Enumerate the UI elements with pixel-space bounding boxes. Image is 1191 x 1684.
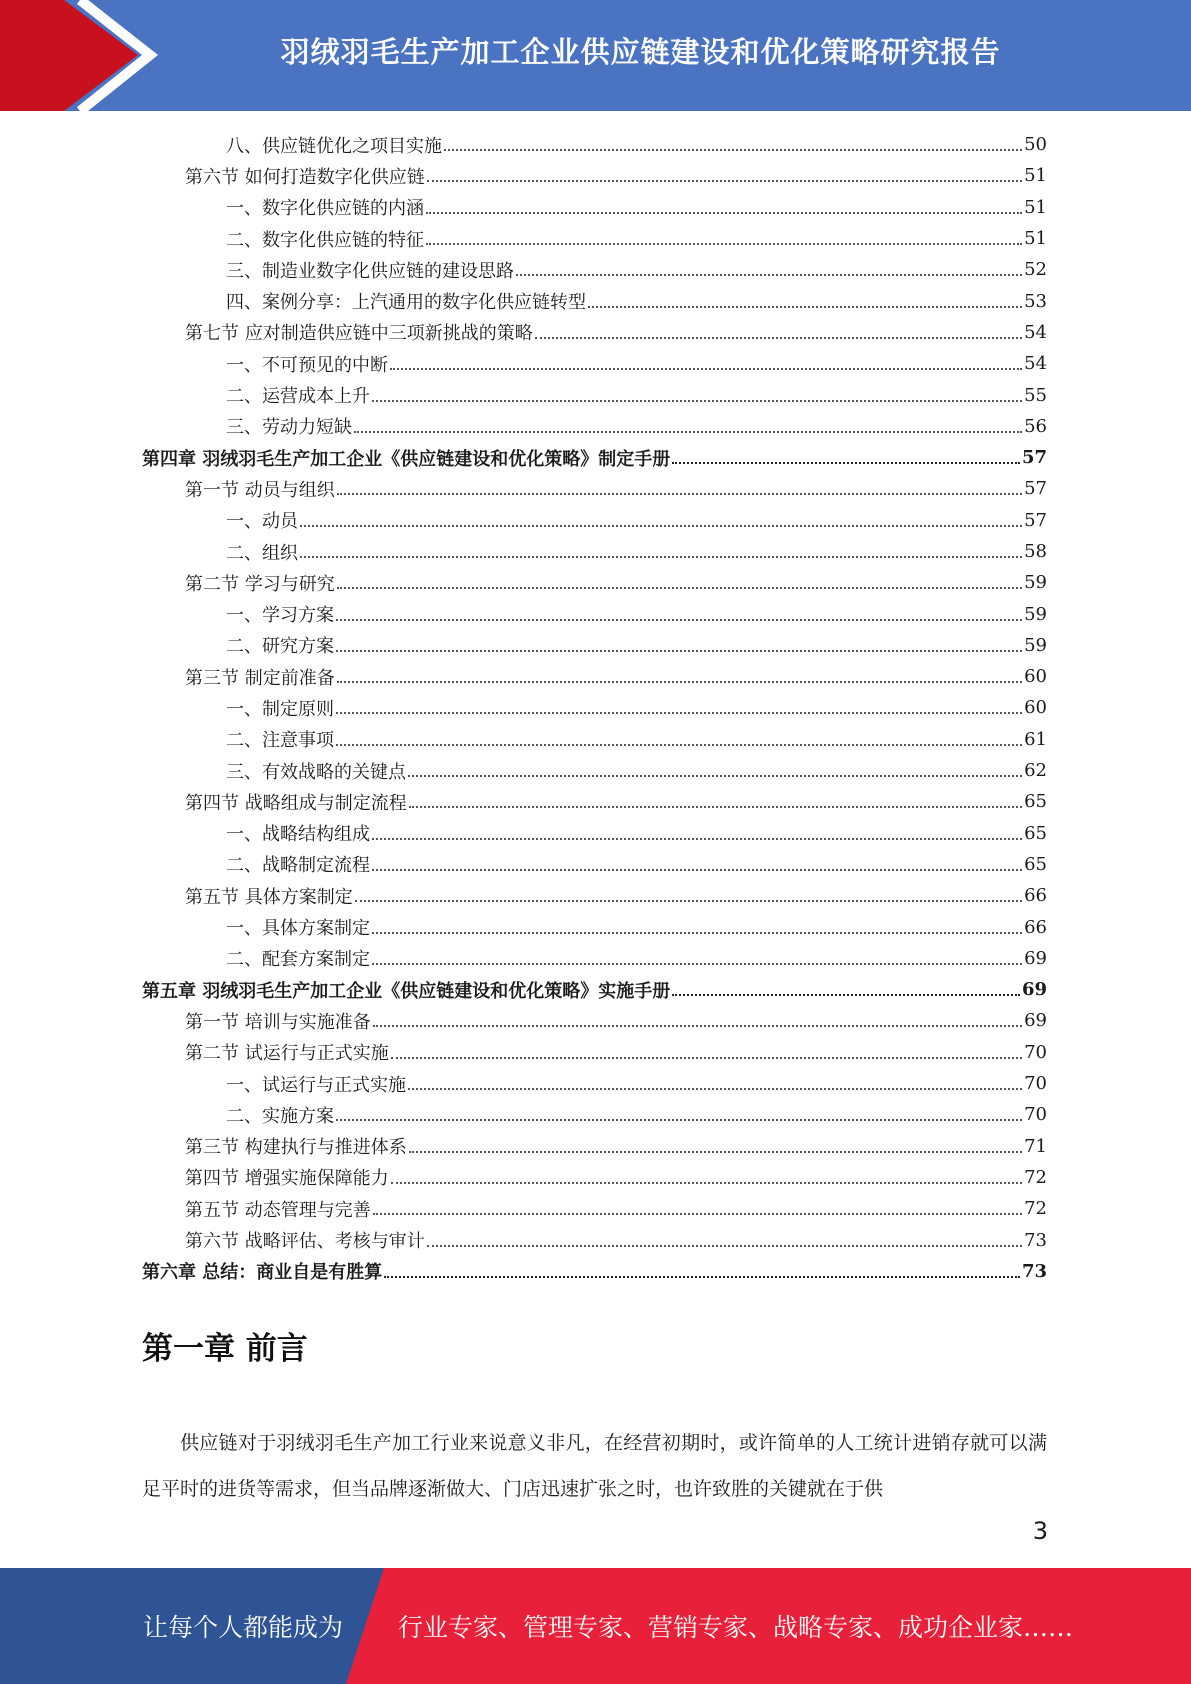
toc-entry-title: 第四节 战略组成与制定流程 [185, 792, 407, 814]
toc-entry[interactable] [142, 974, 1047, 1005]
toc-entry[interactable] [142, 786, 1047, 817]
toc-entry[interactable] [142, 911, 1047, 942]
toc-entry-page: 57 [1024, 478, 1047, 500]
toc-dot-leader [390, 367, 1022, 370]
toc-entry-page: 73 [1024, 1229, 1047, 1251]
toc-entry-page: 54 [1024, 353, 1047, 375]
toc-entry-page: 70 [1024, 1104, 1047, 1126]
toc-dot-leader [427, 179, 1022, 182]
chapter-heading: 第一章 前言 [142, 1331, 308, 1367]
toc-dot-leader [337, 492, 1022, 495]
toc-entry-title: 二、运营成本上升 [226, 386, 370, 408]
toc-entry[interactable] [142, 160, 1047, 191]
toc-entry-page: 69 [1021, 979, 1047, 1001]
toc-entry[interactable] [142, 1099, 1047, 1130]
toc-dot-leader [588, 305, 1022, 308]
toc-entry[interactable] [142, 1193, 1047, 1224]
toc-entry[interactable] [142, 724, 1047, 755]
toc-entry[interactable] [142, 411, 1047, 442]
toc-entry-page: 61 [1024, 728, 1047, 750]
toc-entry-page: 50 [1024, 134, 1047, 156]
toc-entry-page: 51 [1024, 228, 1047, 250]
toc-entry-title: 第一节 培训与实施准备 [185, 1011, 371, 1033]
toc-dot-leader [426, 211, 1022, 214]
toc-entry-page: 71 [1024, 1135, 1047, 1157]
toc-entry[interactable] [142, 285, 1047, 316]
toc-dot-leader [354, 430, 1022, 433]
toc-dot-leader [391, 1181, 1022, 1184]
toc-entry-title: 一、具体方案制定 [226, 918, 370, 940]
toc-entry[interactable] [142, 630, 1047, 661]
toc-dot-leader [372, 399, 1022, 402]
toc-entry[interactable] [142, 442, 1047, 473]
toc-entry-page: 56 [1024, 415, 1047, 437]
toc-entry-title: 二、数字化供应链的特征 [226, 229, 424, 251]
toc-dot-leader [355, 899, 1022, 902]
toc-dot-leader [336, 743, 1022, 746]
toc-entry-title: 第七节 应对制造供应链中三项新挑战的策略 [185, 323, 533, 345]
toc-entry-title: 第五节 动态管理与完善 [185, 1199, 371, 1221]
toc-entry-page: 72 [1024, 1198, 1047, 1220]
toc-entry-title: 第二节 试运行与正式实施 [185, 1043, 389, 1065]
toc-entry-title: 二、配套方案制定 [226, 949, 370, 971]
toc-entry-title: 三、有效战略的关键点 [226, 761, 406, 783]
toc-dot-leader [300, 524, 1022, 527]
toc-entry-page: 53 [1024, 290, 1047, 312]
page-header [0, 0, 1191, 111]
toc-dot-leader [372, 837, 1022, 840]
toc-entry[interactable] [142, 317, 1047, 348]
toc-entry-page: 69 [1024, 1010, 1047, 1032]
toc-entry-page: 70 [1024, 1041, 1047, 1063]
toc-entry-title: 第五节 具体方案制定 [185, 886, 353, 908]
toc-dot-leader [336, 649, 1022, 652]
toc-entry-page: 65 [1024, 822, 1047, 844]
toc-entry[interactable] [142, 192, 1047, 223]
toc-entry[interactable] [142, 223, 1047, 254]
toc-entry-title: 第三节 构建执行与推进体系 [185, 1137, 407, 1159]
toc-entry-title: 二、研究方案 [226, 636, 334, 658]
toc-entry-page: 60 [1024, 666, 1047, 688]
toc-entry-page: 57 [1024, 509, 1047, 531]
toc-dot-leader [336, 711, 1022, 714]
toc-entry-title: 三、制造业数字化供应链的建设思路 [226, 260, 514, 282]
toc-entry[interactable] [142, 818, 1047, 849]
table-of-contents [142, 129, 1047, 1287]
page-number: 3 [1032, 1517, 1048, 1545]
toc-entry[interactable] [142, 943, 1047, 974]
toc-entry-page: 65 [1024, 791, 1047, 813]
toc-dot-leader [409, 805, 1022, 808]
toc-entry-page: 51 [1024, 165, 1047, 187]
toc-entry-page: 66 [1024, 885, 1047, 907]
toc-dot-leader [408, 774, 1022, 777]
toc-entry[interactable] [142, 505, 1047, 536]
page-footer [0, 1568, 1191, 1684]
toc-entry-title: 第六节 战略评估、考核与审计 [185, 1231, 425, 1253]
toc-entry[interactable] [142, 348, 1047, 379]
toc-entry-page: 57 [1021, 447, 1047, 469]
toc-dot-leader [408, 1087, 1022, 1090]
toc-dot-leader [426, 242, 1022, 245]
toc-entry-page: 60 [1024, 697, 1047, 719]
toc-dot-leader [373, 1212, 1022, 1215]
toc-entry-title: 四、案例分享：上汽通用的数字化供应链转型 [226, 292, 586, 314]
toc-entry[interactable] [142, 129, 1047, 160]
toc-entry[interactable] [142, 1256, 1047, 1287]
toc-entry-page: 58 [1024, 541, 1047, 562]
toc-entry[interactable] [142, 661, 1047, 692]
toc-dot-leader [444, 148, 1022, 151]
toc-entry[interactable] [142, 692, 1047, 723]
toc-entry-page: 59 [1024, 603, 1047, 625]
toc-dot-leader [516, 273, 1022, 276]
toc-entry-title: 二、战略制定流程 [226, 855, 370, 877]
toc-entry-page: 70 [1024, 1073, 1047, 1095]
toc-entry[interactable] [142, 567, 1047, 598]
toc-entry[interactable] [142, 473, 1047, 504]
toc-entry-title: 一、不可预见的中断 [226, 354, 388, 376]
toc-dot-leader [337, 586, 1022, 589]
toc-dot-leader [672, 993, 1020, 996]
toc-entry-title: 第五章 羽绒羽毛生产加工企业《供应链建设和优化策略》实施手册 [142, 980, 671, 1002]
toc-entry-title: 一、数字化供应链的内涵 [226, 198, 424, 220]
toc-entry[interactable] [142, 598, 1047, 629]
toc-dot-leader [372, 962, 1022, 965]
toc-entry[interactable] [142, 849, 1047, 880]
toc-entry-page: 66 [1024, 916, 1047, 938]
toc-entry[interactable] [142, 1162, 1047, 1193]
chapter-paragraph: 供应链对于羽绒羽毛生产加工行业来说意义非凡，在经营初期时，或许简单的人工统计进销存就可以满足平时的进货等需求，但当品牌逐渐做大、门店迅速扩张之时，也许致胜的关键就在于供 [142, 1432, 1047, 1500]
toc-dot-leader [427, 1244, 1022, 1247]
toc-entry-title: 第一节 动员与组织 [185, 479, 335, 501]
toc-entry-page: 65 [1024, 853, 1047, 875]
toc-entry-page: 51 [1024, 196, 1047, 218]
toc-entry-title: 第三节 制定前准备 [185, 667, 335, 689]
toc-entry[interactable] [142, 1037, 1047, 1068]
toc-entry[interactable] [142, 379, 1047, 410]
toc-entry-title: 二、组织 [226, 542, 298, 564]
toc-entry-page: 59 [1024, 634, 1047, 656]
toc-dot-leader [535, 336, 1022, 339]
toc-dot-leader [336, 1118, 1022, 1121]
report-title: 羽绒羽毛生产加工企业供应链建设和优化策略研究报告 [280, 34, 1001, 69]
toc-entry-title: 三、劳动力短缺 [226, 417, 352, 439]
toc-entry-page: 72 [1024, 1166, 1047, 1188]
toc-entry-title: 一、战略结构组成 [226, 824, 370, 846]
toc-entry-title: 二、注意事项 [226, 730, 334, 752]
toc-entry-page: 55 [1024, 384, 1047, 406]
footer-slogan-right: 行业专家、管理专家、营销专家、战略专家、成功企业家…… [398, 1613, 1074, 1642]
toc-entry[interactable] [142, 254, 1047, 285]
toc-dot-leader [672, 461, 1020, 464]
toc-entry-title: 一、试运行与正式实施 [226, 1074, 406, 1096]
toc-dot-leader [336, 618, 1022, 621]
toc-entry-title: 第四节 增强实施保障能力 [185, 1168, 389, 1190]
toc-entry-page: 59 [1024, 572, 1047, 594]
toc-dot-leader [384, 1275, 1020, 1278]
toc-entry-page: 69 [1024, 947, 1047, 969]
toc-entry-title: 八、供应链优化之项目实施 [226, 135, 442, 157]
toc-entry[interactable] [142, 1131, 1047, 1162]
toc-entry-page: 62 [1024, 760, 1047, 782]
toc-entry-title: 一、动员 [226, 511, 298, 533]
toc-entry-title: 一、制定原则 [226, 698, 334, 720]
toc-dot-leader [409, 1150, 1022, 1153]
footer-slogan-left: 让每个人都能成为 [143, 1613, 344, 1642]
toc-entry[interactable] [142, 880, 1047, 911]
toc-entry[interactable] [142, 536, 1047, 567]
toc-dot-leader [372, 868, 1022, 871]
toc-dot-leader [372, 931, 1022, 934]
toc-entry[interactable] [142, 1224, 1047, 1255]
toc-entry-page: 52 [1024, 259, 1047, 281]
toc-entry[interactable] [142, 1005, 1047, 1036]
toc-entry-title: 二、实施方案 [226, 1105, 334, 1127]
toc-entry[interactable] [142, 1068, 1047, 1099]
toc-entry-title: 第四章 羽绒羽毛生产加工企业《供应链建设和优化策略》制定手册 [142, 448, 671, 470]
toc-dot-leader [373, 1024, 1022, 1027]
toc-entry-title: 第二节 学习与研究 [185, 573, 335, 595]
toc-dot-leader [337, 680, 1022, 683]
toc-dot-leader [391, 1056, 1022, 1059]
toc-entry-title: 第六章 总结：商业自是有胜算 [142, 1262, 383, 1284]
toc-dot-leader [300, 555, 1022, 558]
toc-entry-page: 73 [1021, 1260, 1047, 1282]
toc-entry-page: 54 [1024, 321, 1047, 343]
toc-entry-title: 一、学习方案 [226, 605, 334, 627]
toc-entry[interactable] [142, 755, 1047, 786]
toc-entry-title: 第六节 如何打造数字化供应链 [185, 166, 425, 188]
